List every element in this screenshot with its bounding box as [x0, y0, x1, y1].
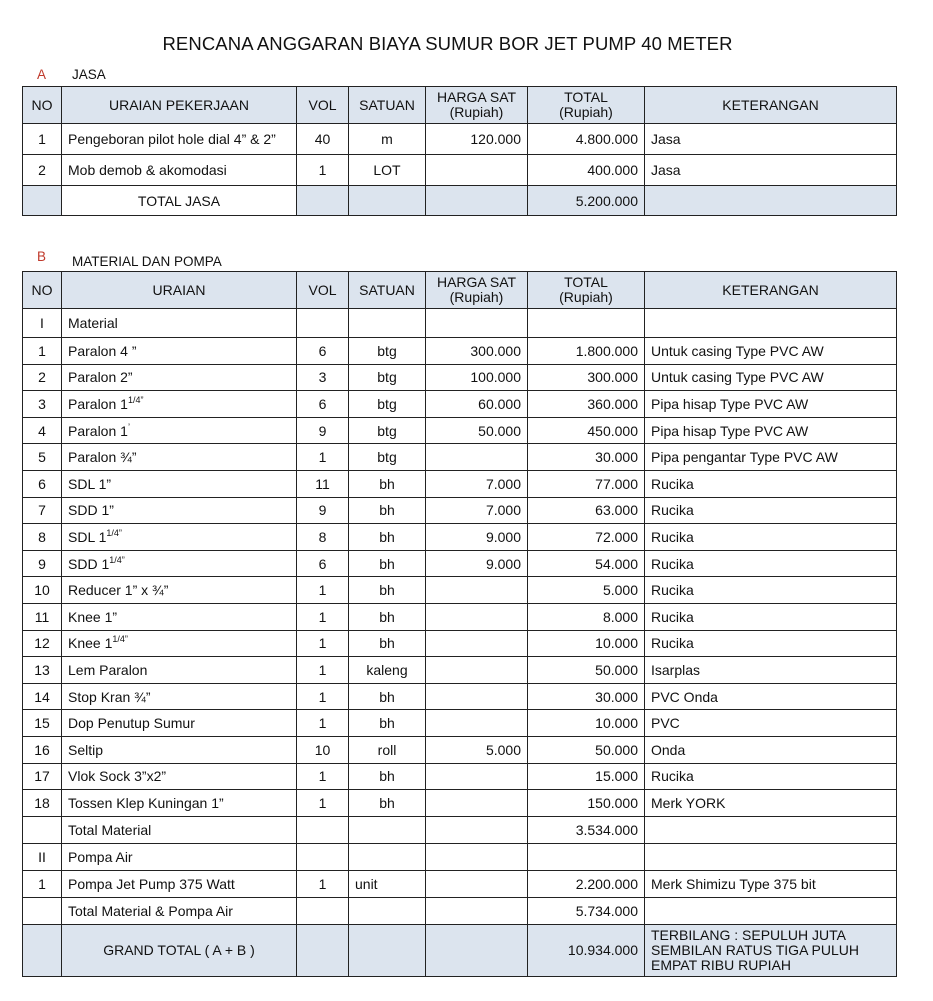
cell-satuan: roll: [349, 736, 426, 763]
cell-no: 16: [23, 736, 62, 763]
cell-harga: [426, 710, 528, 737]
cell-uraian: Paralon 1’: [62, 417, 297, 444]
cell-harga: 300.000: [426, 338, 528, 365]
cell-satuan: bh: [349, 683, 426, 710]
cell-no: 4: [23, 417, 62, 444]
cell-no: 3: [23, 391, 62, 418]
table-row: [23, 364, 897, 391]
cell-ket: Merk YORK: [645, 790, 897, 817]
cell-ket: Untuk casing Type PVC AW: [645, 364, 897, 391]
cell-vol: 1: [297, 603, 349, 630]
table-row: 2 Mob demob & akomodasi 1 LOT 400.000 Jasa: [23, 155, 897, 186]
cell-no: 9: [23, 550, 62, 577]
cell-no: 11: [23, 603, 62, 630]
header-total: TOTAL (Rupiah): [528, 87, 645, 124]
cell-ket: PVC: [645, 710, 897, 737]
table-row: [23, 391, 897, 418]
header-harga: HARGA SAT (Rupiah): [426, 87, 528, 124]
cell-uraian: Knee $1^{1/4”}$: [62, 630, 297, 657]
header-keterangan: KETERANGAN: [645, 87, 897, 124]
total-jasa-label: TOTAL JASA: [62, 186, 297, 216]
cell-total: 10.000: [528, 630, 645, 657]
cell-satuan: btg: [349, 417, 426, 444]
header-vol: VOL: [297, 272, 349, 309]
cell-no: 10: [23, 577, 62, 604]
cell-vol: 1: [297, 683, 349, 710]
header-no: NO: [23, 87, 62, 124]
table-row: [23, 577, 897, 604]
table-row: [23, 790, 897, 817]
cell-total: 360.000: [528, 391, 645, 418]
cell-satuan: bh: [349, 603, 426, 630]
cell-total: 150.000: [528, 790, 645, 817]
cell-satuan: bh: [349, 470, 426, 497]
grand-total-row: [23, 924, 897, 976]
cell-vol: 1: [297, 630, 349, 657]
cell-no: 12: [23, 630, 62, 657]
cell-ket: Rucika: [645, 497, 897, 524]
cell-uraian: Dop Penutup Sumur: [62, 710, 297, 737]
grand-total-value: 10.934.000: [528, 924, 645, 976]
cell-vol: 1: [297, 657, 349, 684]
table-header-row: [23, 87, 897, 124]
total-material-pompa-label: Total Material & Pompa Air: [62, 897, 297, 924]
table-row: [23, 657, 897, 684]
cell-no: 18: [23, 790, 62, 817]
cell-ket: Pipa pengantar Type PVC AW: [645, 444, 897, 471]
table-row: [23, 683, 897, 710]
cell-satuan: bh: [349, 790, 426, 817]
cell-vol: 1: [297, 577, 349, 604]
cell-total: 8.000: [528, 603, 645, 630]
cell-total: 30.000: [528, 444, 645, 471]
cell-ket: Rucika: [645, 603, 897, 630]
table-row: [23, 470, 897, 497]
cell-vol: 6: [297, 338, 349, 365]
header-total: TOTAL (Rupiah): [528, 272, 645, 309]
table-row: 1 Pompa Jet Pump 375 Watt 1 unit 2.200.000 Merk Shimizu Type 375 bit: [23, 870, 897, 897]
cell-satuan: bh: [349, 524, 426, 551]
total-material-pompa-row: [23, 897, 897, 924]
cell-total: 15.000: [528, 763, 645, 790]
cell-total: 50.000: [528, 657, 645, 684]
cell-ket: Rucika: [645, 524, 897, 551]
total-jasa-value: 5.200.000: [528, 186, 645, 216]
cell-vol: 1: [297, 710, 349, 737]
cell-vol: 3: [297, 364, 349, 391]
cell-uraian: SDD $1^{1/4”}$: [62, 550, 297, 577]
section-b-letter: B: [37, 249, 47, 264]
cell-vol: 9: [297, 417, 349, 444]
cell-vol: 6: [297, 550, 349, 577]
header-uraian: URAIAN: [62, 272, 297, 309]
cell-no: 13: [23, 657, 62, 684]
cell-harga: [426, 657, 528, 684]
cell-total: 450.000: [528, 417, 645, 444]
cell-vol: 1: [297, 790, 349, 817]
cell-harga: 9.000: [426, 524, 528, 551]
cell-total: 50.000: [528, 736, 645, 763]
cell-total: 300.000: [528, 364, 645, 391]
cell-ket: Rucika: [645, 630, 897, 657]
cell-satuan: btg: [349, 391, 426, 418]
table-row: [23, 550, 897, 577]
table-row: [23, 630, 897, 657]
cell-ket: Pipa hisap Type PVC AW: [645, 417, 897, 444]
cell-uraian: Tossen Klep Kuningan 1”: [62, 790, 297, 817]
cell-uraian: Stop Kran ¾”: [62, 683, 297, 710]
cell-ket: PVC Onda: [645, 683, 897, 710]
header-keterangan: KETERANGAN: [645, 272, 897, 309]
section-a-title: JASA: [72, 67, 106, 82]
cell-uraian: Paralon ¾”: [62, 444, 297, 471]
jasa-table: [22, 86, 897, 216]
cell-ket: Onda: [645, 736, 897, 763]
cell-uraian: Knee 1”: [62, 603, 297, 630]
cell-satuan: btg: [349, 364, 426, 391]
group-row-pompa: II Pompa Air: [23, 843, 897, 870]
group-row-material: I Material: [23, 309, 897, 338]
cell-total: 54.000: [528, 550, 645, 577]
cell-no: 6: [23, 470, 62, 497]
material-rows: [23, 338, 897, 817]
cell-harga: [426, 444, 528, 471]
cell-no: 8: [23, 524, 62, 551]
table-row: [23, 763, 897, 790]
cell-ket: Rucika: [645, 470, 897, 497]
cell-satuan: bh: [349, 550, 426, 577]
cell-harga: 100.000: [426, 364, 528, 391]
cell-uraian: Seltip: [62, 736, 297, 763]
table-row: [23, 603, 897, 630]
cell-satuan: bh: [349, 710, 426, 737]
cell-harga: [426, 603, 528, 630]
total-jasa-row: [23, 186, 897, 216]
grand-total-label: GRAND TOTAL ( A + B ): [62, 924, 297, 976]
cell-satuan: bh: [349, 497, 426, 524]
cell-harga: 7.000: [426, 497, 528, 524]
material-table: [22, 271, 897, 977]
cell-harga: 7.000: [426, 470, 528, 497]
cell-vol: 10: [297, 736, 349, 763]
cell-uraian: Paralon 2”: [62, 364, 297, 391]
cell-harga: [426, 577, 528, 604]
table-row: [23, 444, 897, 471]
table-row: [23, 338, 897, 365]
cell-harga: 9.000: [426, 550, 528, 577]
cell-satuan: kaleng: [349, 657, 426, 684]
cell-uraian: Paralon 4 ”: [62, 338, 297, 365]
cell-satuan: btg: [349, 338, 426, 365]
header-vol: VOL: [297, 87, 349, 124]
cell-harga: 5.000: [426, 736, 528, 763]
header-no: NO: [23, 272, 62, 309]
cell-vol: 9: [297, 497, 349, 524]
cell-ket: Pipa hisap Type PVC AW: [645, 391, 897, 418]
cell-vol: 8: [297, 524, 349, 551]
table-row: [23, 497, 897, 524]
cell-uraian: SDD 1”: [62, 497, 297, 524]
cell-vol: 1: [297, 444, 349, 471]
table-row: [23, 710, 897, 737]
document-title: RENCANA ANGGARAN BIAYA SUMUR BOR JET PUMP 40 METER: [162, 33, 733, 54]
cell-ket: Rucika: [645, 577, 897, 604]
total-material-pompa-value: 5.734.000: [528, 897, 645, 924]
cell-ket: Untuk casing Type PVC AW: [645, 338, 897, 365]
header-harga: HARGA SAT (Rupiah): [426, 272, 528, 309]
header-satuan: SATUAN: [349, 272, 426, 309]
cell-no: 1: [23, 338, 62, 365]
cell-vol: 11: [297, 470, 349, 497]
cell-no: 5: [23, 444, 62, 471]
cell-satuan: bh: [349, 630, 426, 657]
cell-ket: Rucika: [645, 550, 897, 577]
cell-total: 5.000: [528, 577, 645, 604]
cell-uraian: Lem Paralon: [62, 657, 297, 684]
terbilang-text: TERBILANG : SEPULUH JUTA SEMBILAN RATUS TIGA PULUH EMPAT RIBU RUPIAH: [645, 924, 897, 976]
cell-uraian: Vlok Sock 3”x2”: [62, 763, 297, 790]
cell-total: 72.000: [528, 524, 645, 551]
cell-no: 14: [23, 683, 62, 710]
cell-no: 15: [23, 710, 62, 737]
cell-total: 63.000: [528, 497, 645, 524]
cell-vol: 1: [297, 763, 349, 790]
cell-harga: 60.000: [426, 391, 528, 418]
cell-total: 30.000: [528, 683, 645, 710]
cell-harga: 50.000: [426, 417, 528, 444]
cell-satuan: bh: [349, 763, 426, 790]
cell-uraian: Reducer 1” x ¾”: [62, 577, 297, 604]
section-b-title: MATERIAL DAN POMPA: [72, 254, 222, 269]
cell-uraian: Paralon $1^{1/4”}$: [62, 391, 297, 418]
cell-total: 77.000: [528, 470, 645, 497]
cell-total: 1.800.000: [528, 338, 645, 365]
cell-no: 2: [23, 364, 62, 391]
cell-uraian: SDL 1”: [62, 470, 297, 497]
cell-harga: [426, 790, 528, 817]
section-a-letter: A: [37, 67, 47, 82]
table-row: [23, 524, 897, 551]
cell-satuan: bh: [349, 577, 426, 604]
cell-uraian: SDL $1^{1/4”}$: [62, 524, 297, 551]
total-material-row: [23, 816, 897, 843]
table-header-row: [23, 272, 897, 309]
cell-vol: 6: [297, 391, 349, 418]
cell-harga: [426, 683, 528, 710]
cell-total: 10.000: [528, 710, 645, 737]
cell-harga: [426, 763, 528, 790]
table-row: [23, 417, 897, 444]
header-uraian: URAIAN PEKERJAAN: [62, 87, 297, 124]
cell-harga: [426, 630, 528, 657]
total-material-label: Total Material: [62, 816, 297, 843]
cell-ket: Isarplas: [645, 657, 897, 684]
table-row: [23, 736, 897, 763]
cell-satuan: btg: [349, 444, 426, 471]
cell-no: 17: [23, 763, 62, 790]
cell-ket: Rucika: [645, 763, 897, 790]
cell-no: 7: [23, 497, 62, 524]
total-material-value: 3.534.000: [528, 816, 645, 843]
header-satuan: SATUAN: [349, 87, 426, 124]
table-row: 1 Pengeboran pilot hole dial 4” & 2” 40 m 120.000 4.800.000 Jasa: [23, 124, 897, 155]
